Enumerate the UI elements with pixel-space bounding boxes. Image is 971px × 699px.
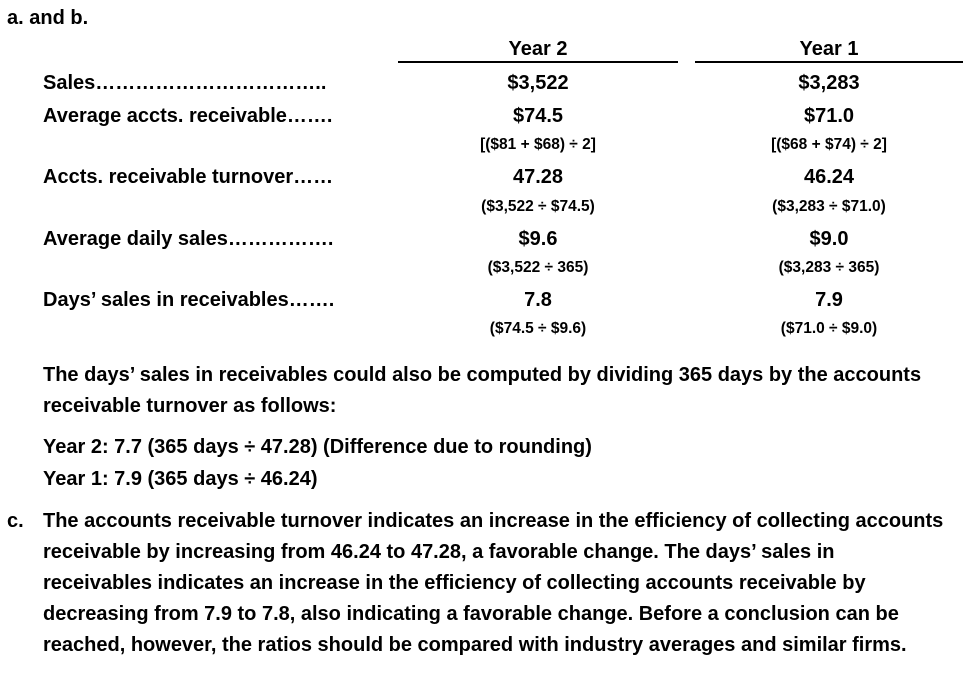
days-sales-year1-calc: ($71.0 ÷ $9.0) (780, 320, 878, 337)
daily-sales-year1-calc: ($3,283 ÷ 365) (778, 259, 880, 276)
row-label-average-daily-sales: Average daily sales……………. (43, 228, 334, 250)
daily-sales-year1-value: $9.0 (809, 228, 849, 250)
turnover-year2-calc: ($3,522 ÷ $74.5) (481, 198, 595, 215)
year2-column-header: Year 2 (508, 38, 568, 60)
days-sales-year2-value: 7.8 (524, 289, 552, 311)
sales-year1-value: $3,283 (798, 72, 860, 94)
year2-header-underline (398, 61, 678, 63)
section-c-marker: c. (7, 510, 24, 532)
daily-sales-year2-calc: ($3,522 ÷ 365) (487, 259, 589, 276)
year1-column-header: Year 1 (799, 38, 859, 60)
turnover-year1-value: 46.24 (803, 166, 855, 188)
section-c-paragraph: The accounts receivable turnover indicates an increase in the efficiency of collecting accounts receivable by increasing from 46.24 to 47.28, a favorable change. The days’ sales in receivables indicates an increase in the efficiency of collecting accounts receivable by decreasing from 7.9 to 7.8, also indicating a favorable change. Before a conclusion can be reached, however, the ratios should be compared with industry averages and similar firms. (43, 510, 944, 656)
turnover-year2-value: 47.28 (512, 166, 564, 188)
avg-receivable-year2-calc: [($81 + $68) ÷ 2] (480, 136, 596, 153)
avg-receivable-year2-value: $74.5 (512, 105, 564, 127)
turnover-year1-calc: ($3,283 ÷ $71.0) (772, 198, 886, 215)
days-sales-year2-calc: ($74.5 ÷ $9.6) (489, 320, 587, 337)
row-label-sales: Sales…………………………….. (43, 72, 327, 94)
sales-year2-value: $3,522 (507, 72, 569, 94)
row-label-average-accts-receivable: Average accts. receivable……. (43, 105, 333, 127)
avg-receivable-year1-value: $71.0 (803, 105, 855, 127)
alternate-calc-year1: Year 1: 7.9 (365 days ÷ 46.24) (43, 468, 318, 490)
section-ab-heading: a. and b. (7, 7, 89, 29)
days-sales-year1-value: 7.9 (815, 289, 843, 311)
note-paragraph: The days’ sales in receivables could also be computed by dividing 365 days by the accounts receivable turnover as follows: (43, 364, 922, 417)
avg-receivable-year1-calc: [($68 + $74) ÷ 2] (771, 136, 887, 153)
daily-sales-year2-value: $9.6 (518, 228, 558, 250)
alternate-calc-year2: Year 2: 7.7 (365 days ÷ 47.28) (Difference due to rounding) (43, 436, 592, 458)
year1-header-underline (695, 61, 963, 63)
row-label-days-sales-in-receivables: Days’ sales in receivables……. (43, 289, 335, 311)
row-label-receivable-turnover: Accts. receivable turnover…… (43, 166, 334, 188)
